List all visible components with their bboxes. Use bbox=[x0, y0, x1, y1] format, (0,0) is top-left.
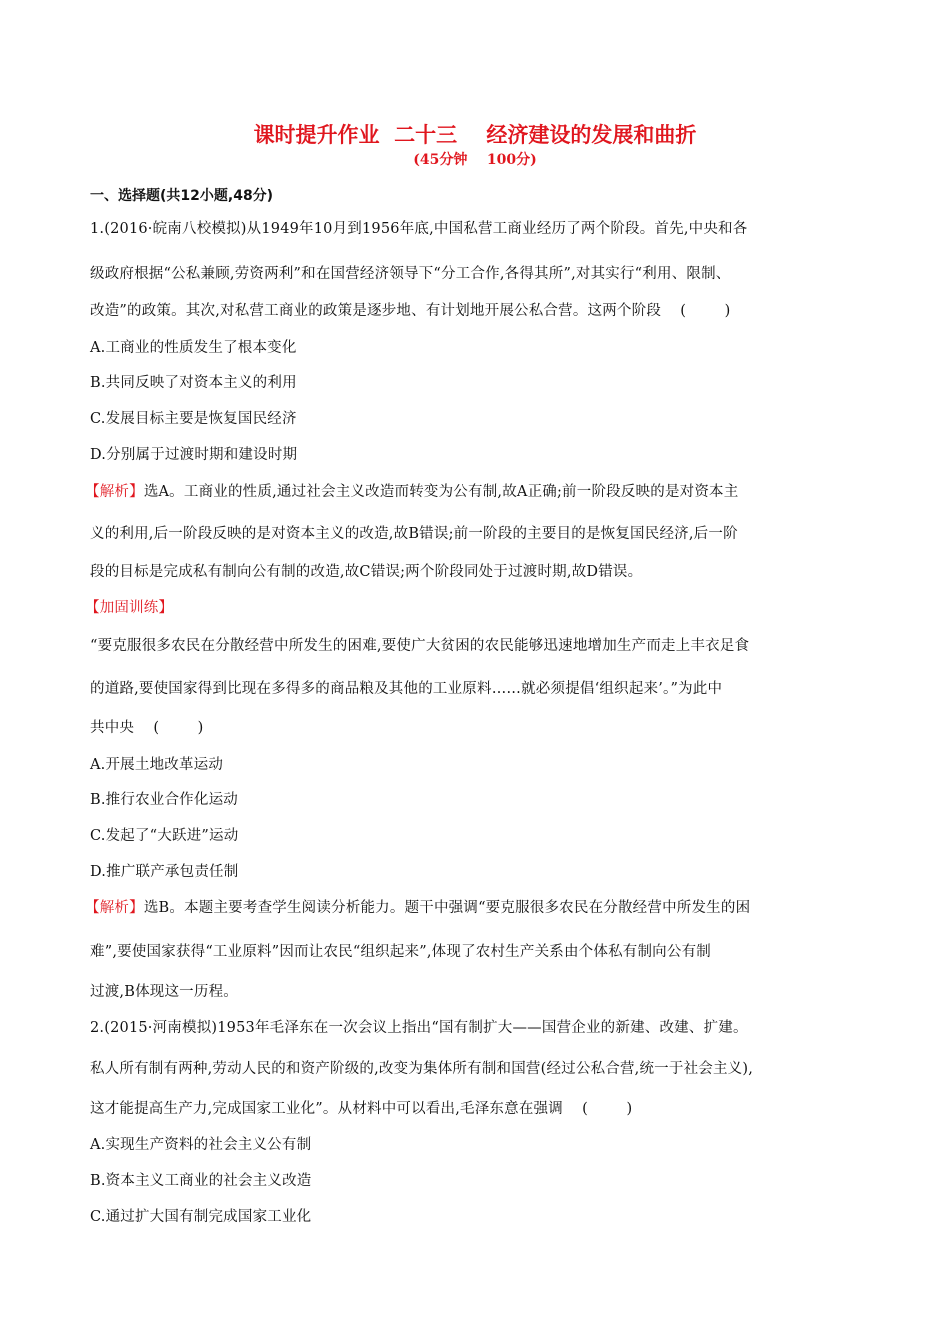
question-1-stem-line: 改造”的政策。其次,对私营工商业的政策是逐步地、有计划地开展公私合营。这两个阶段 ( ) bbox=[90, 303, 731, 319]
reinforce-analysis-line bbox=[85, 898, 750, 918]
page-title: 课时提升作业 二十三 经济建设的发展和曲折 bbox=[253, 123, 697, 147]
question-1-analysis-line bbox=[85, 482, 738, 502]
question-1-stem-line: 1.(2016·皖南八校模拟)从1949年10月到1956年底,中国私营工商业经历了两个阶段。首先,中央和各 bbox=[90, 221, 748, 237]
question-2-stem-line: 这才能提高生产力,完成国家工业化”。从材料中可以看出,毛泽东意在强调 ( ) bbox=[90, 1101, 633, 1117]
analysis-tag: 【解析】 bbox=[85, 900, 144, 916]
question-1-option-b: B.共同反映了对资本主义的利用 bbox=[90, 375, 297, 391]
question-2-option-b: B.资本主义工商业的社会主义改造 bbox=[90, 1173, 312, 1189]
reinforce-stem-line: 的道路,要使国家得到比现在多得多的商品粮及其他的工业原料……就必须提倡‘组织起来’。”为此中 bbox=[90, 681, 723, 697]
reinforce-option-b: B.推行农业合作化运动 bbox=[90, 792, 238, 808]
analysis-text: 选A。工商业的性质,通过社会主义改造而转变为公有制,故A正确;前一阶段反映的是对资本主 bbox=[143, 484, 739, 500]
question-1-analysis-line: 段的目标是完成私有制向公有制的改造,故C错误;两个阶段同处于过渡时期,故D错误。 bbox=[90, 564, 643, 580]
question-1-option-d: D.分别属于过渡时期和建设时期 bbox=[90, 447, 298, 463]
reinforce-option-d: D.推广联产承包责任制 bbox=[90, 864, 239, 880]
reinforce-option-a: A.开展土地改革运动 bbox=[90, 757, 224, 773]
reinforce-tag: 【加固训练】 bbox=[85, 600, 174, 616]
question-1-analysis-line: 义的利用,后一阶段反映的是对资本主义的改造,故B错误;前一阶段的主要目的是恢复国民经济,后一阶 bbox=[90, 526, 738, 542]
question-2-option-a: A.实现生产资料的社会主义公有制 bbox=[90, 1137, 312, 1153]
question-1-stem-line: 级政府根据“公私兼顾,劳资两利”和在国营经济领导下“分工合作,各得其所”,对其实行“利用、限制、 bbox=[90, 266, 731, 282]
reinforce-analysis-line: 过渡,B体现这一历程。 bbox=[90, 984, 238, 1000]
question-2-option-c: C.通过扩大国有制完成国家工业化 bbox=[90, 1209, 312, 1225]
analysis-tag: 【解析】 bbox=[85, 484, 144, 500]
page-subtitle: (45分钟 100分) bbox=[413, 152, 537, 168]
reinforce-analysis-line: 难”,要使国家获得“工业原料”因而让农民“组织起来”,体现了农村生产关系由个体私有制向公有制 bbox=[90, 944, 711, 960]
reinforce-stem-line: 共中央 ( ) bbox=[90, 720, 204, 736]
analysis-text: 选B。本题主要考查学生阅读分析能力。题干中强调“要克服很多农民在分散经营中所发生的困 bbox=[143, 900, 751, 916]
question-2-stem-line: 2.(2015·河南模拟)1953年毛泽东在一次会议上指出“国有制扩大——国营企业的新建、改建、扩建。 bbox=[90, 1020, 748, 1036]
question-2-stem-line: 私人所有制有两种,劳动人民的和资产阶级的,改变为集体所有制和国营(经过公私合营,统一于社会主义), bbox=[90, 1061, 754, 1077]
question-1-option-a: A.工商业的性质发生了根本变化 bbox=[90, 340, 297, 356]
section-heading: 一、选择题(共12小题,48分) bbox=[90, 188, 274, 204]
reinforce-stem-line: “要克服很多农民在分散经营中所发生的困难,要使广大贫困的农民能够迅速地增加生产而走上丰衣足食 bbox=[90, 638, 750, 654]
reinforce-option-c: C.发起了“大跃进”运动 bbox=[90, 828, 239, 844]
question-1-option-c: C.发展目标主要是恢复国民经济 bbox=[90, 411, 297, 427]
